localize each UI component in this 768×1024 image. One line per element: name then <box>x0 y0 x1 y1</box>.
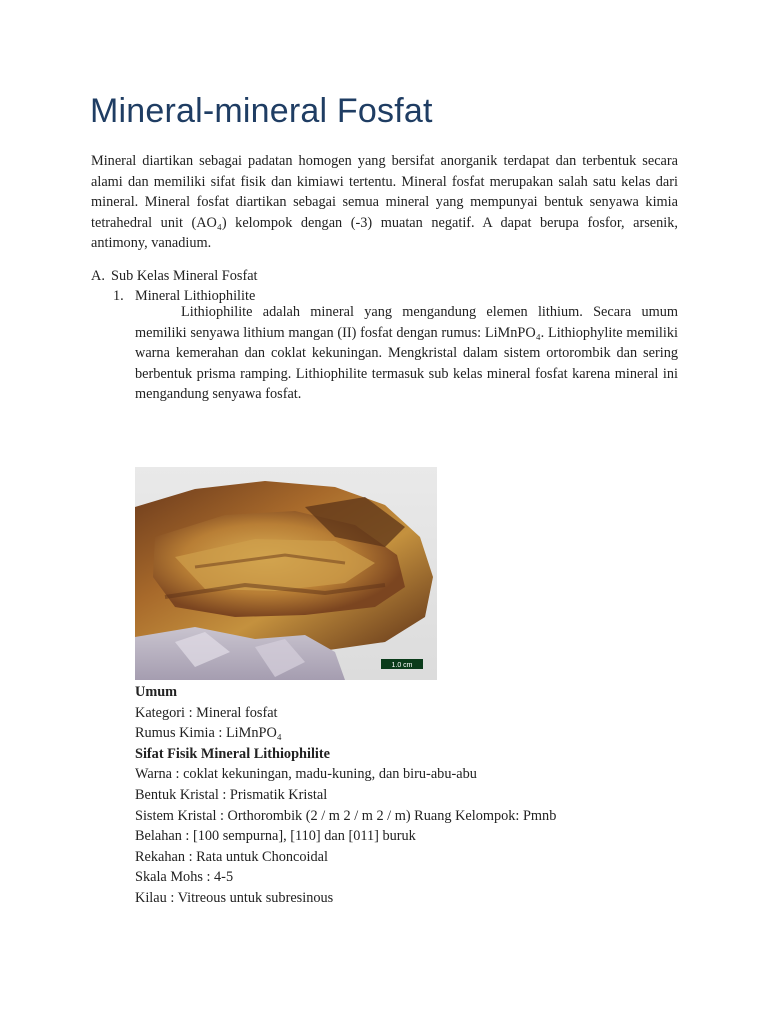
formula-line: Rumus Kimia : LiMnPO₄ <box>135 725 282 742</box>
physical-heading: Sifat Fisik Mineral Lithiophilite <box>135 745 331 762</box>
scale-label: 1.0 cm <box>391 662 413 669</box>
category-line: Kategori : Mineral fosfat <box>135 704 278 721</box>
lithiophilite-paragraph: Lithiophilite adalah mineral yang mengandung elemen lithium. Secara umum memiliki senyawa lithium mangan (II) fosfat dengan rumus: LiMnPO₄. Lithiophylite memiliki warna kemerahan dan coklat kekuningan. Mengkristal dalam sistem ortorombik dan sering berbentuk prisma ramping. Lithiophilite termasuk sub kelas mineral fosfat karena mineral ini mengandung senyawa fosfat. <box>135 304 678 402</box>
section-label: Sub Kelas Mineral Fosfat <box>111 268 258 284</box>
luster-line: Kilau : Vitreous untuk subresinous <box>135 889 334 906</box>
mohs-line: Skala Mohs : 4-5 <box>135 869 234 886</box>
list-item-label: Mineral Lithiophilite <box>135 288 256 304</box>
section-marker: A. <box>91 268 105 284</box>
color-line: Warna : coklat kekuningan, madu-kuning, dan biru-abu-abu <box>135 766 477 783</box>
mineral-info <box>135 682 556 909</box>
mineral-photo-illustration <box>135 467 437 680</box>
general-heading: Umum <box>135 684 178 700</box>
intro-paragraph: Mineral diartikan sebagai padatan homogen yang bersifat anorganik terdapat dan terbentuk secara alami dan memiliki sifat fisik dan kimiawi tertentu. Mineral fosfat merupakan salah satu kelas dari mineral. Mineral fosfat diartikan sebagai semua mineral yang mempunyai bentuk senyawa kimia tetrahedral unit (AO₄) kelompok dengan (-3) muatan negatif. A dapat berupa fosfor, arsenik, antimony, vanadium. <box>91 153 678 251</box>
page-title: Mineral-mineral Fosfat <box>90 92 433 130</box>
crystal-system-line: Sistem Kristal : Orthorombik (2 / m 2 / m 2 / m) Ruang Kelompok: Pmnb <box>135 807 557 824</box>
list-item-marker: 1. <box>113 288 124 304</box>
crystal-form-line: Bentuk Kristal : Prismatik Kristal <box>135 786 328 803</box>
section-heading <box>91 266 258 286</box>
fracture-line: Rekahan : Rata untuk Choncoidal <box>135 848 328 865</box>
cleavage-line: Belahan : [100 sempurna], [110] dan [011] buruk <box>135 828 416 845</box>
mineral-photo <box>135 467 437 680</box>
